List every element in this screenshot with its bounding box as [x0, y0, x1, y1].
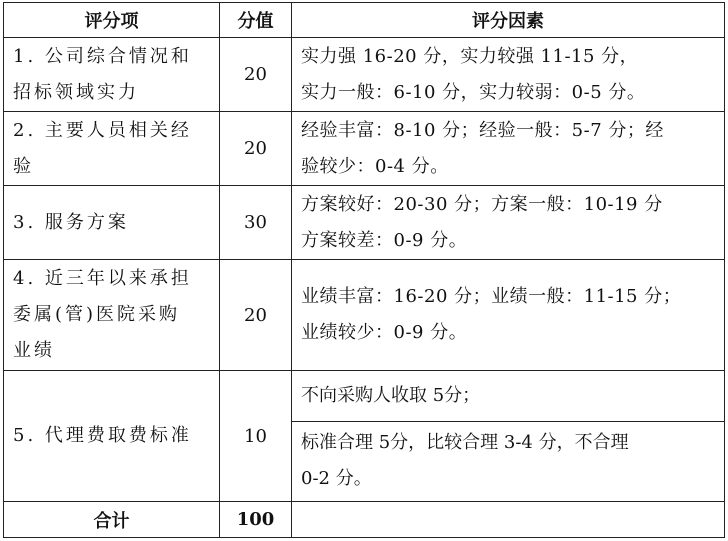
header-item: 评分项 — [4, 3, 220, 38]
row-item — [4, 260, 220, 371]
scoring-table — [3, 2, 725, 538]
table-row — [4, 112, 725, 186]
total-label: 合计 — [4, 502, 220, 538]
factor-line: 方案较差：0-9 分。 — [301, 229, 468, 251]
sub-factor — [292, 422, 724, 501]
row-item — [4, 112, 220, 186]
sub-factor — [292, 371, 724, 422]
table-row — [4, 371, 725, 502]
factor-line: 实力一般：6-10 分，实力较弱：0-5 分。 — [301, 81, 646, 103]
row-item — [4, 371, 220, 502]
table-row — [4, 186, 725, 260]
item-line: 4. 近三年以来承担 — [13, 268, 192, 289]
row-value: 30 — [220, 186, 292, 260]
item-line: 委属(管)医院采购 — [13, 304, 181, 325]
header-row — [4, 3, 725, 38]
item-line: 1. 公司综合情况和 — [13, 45, 192, 67]
item-line: 2. 主要人员相关经 — [13, 119, 192, 141]
row-factors — [292, 112, 725, 186]
factor-line: 方案较好：20-30 分；方案一般：10-19 分 — [301, 193, 663, 215]
factor-line: 实力强 16-20 分，实力较强 11-15 分， — [301, 45, 639, 67]
total-factors — [292, 502, 725, 538]
total-row — [4, 502, 725, 538]
factor-line: 标准合理 5分，比较合理 3-4 分，不合理 — [301, 432, 629, 453]
row-value: 20 — [220, 112, 292, 186]
row-value: 10 — [220, 371, 292, 502]
total-value: 100 — [220, 502, 292, 538]
header-value: 分值 — [220, 3, 292, 38]
item-line: 验 — [13, 155, 34, 177]
row-item — [4, 186, 220, 260]
table-row — [4, 260, 725, 371]
row-item — [4, 38, 220, 112]
row-value: 20 — [220, 38, 292, 112]
factor-line: 业绩丰富：16-20 分；业绩一般：11-15 分； — [301, 286, 682, 307]
factor-line: 业绩较少：0-9 分。 — [301, 322, 468, 343]
table-row — [4, 38, 725, 112]
item-line: 5. 代理费取费标准 — [13, 425, 192, 446]
row-value: 20 — [220, 260, 292, 371]
row-factors — [292, 38, 725, 112]
item-line: 3. 服务方案 — [13, 211, 129, 233]
header-factors: 评分因素 — [292, 3, 725, 38]
factor-line: 不向采购人收取 5分； — [301, 385, 481, 406]
factor-line: 经验丰富：8-10 分；经验一般：5-7 分；经 — [301, 119, 664, 141]
item-line: 招标领域实力 — [13, 81, 139, 103]
item-line: 业绩 — [13, 340, 55, 361]
row-factors — [292, 260, 725, 371]
row-factors — [292, 371, 725, 502]
factor-line: 0-2 分。 — [301, 468, 372, 489]
row-factors — [292, 186, 725, 260]
factor-line: 验较少：0-4 分。 — [301, 155, 449, 177]
